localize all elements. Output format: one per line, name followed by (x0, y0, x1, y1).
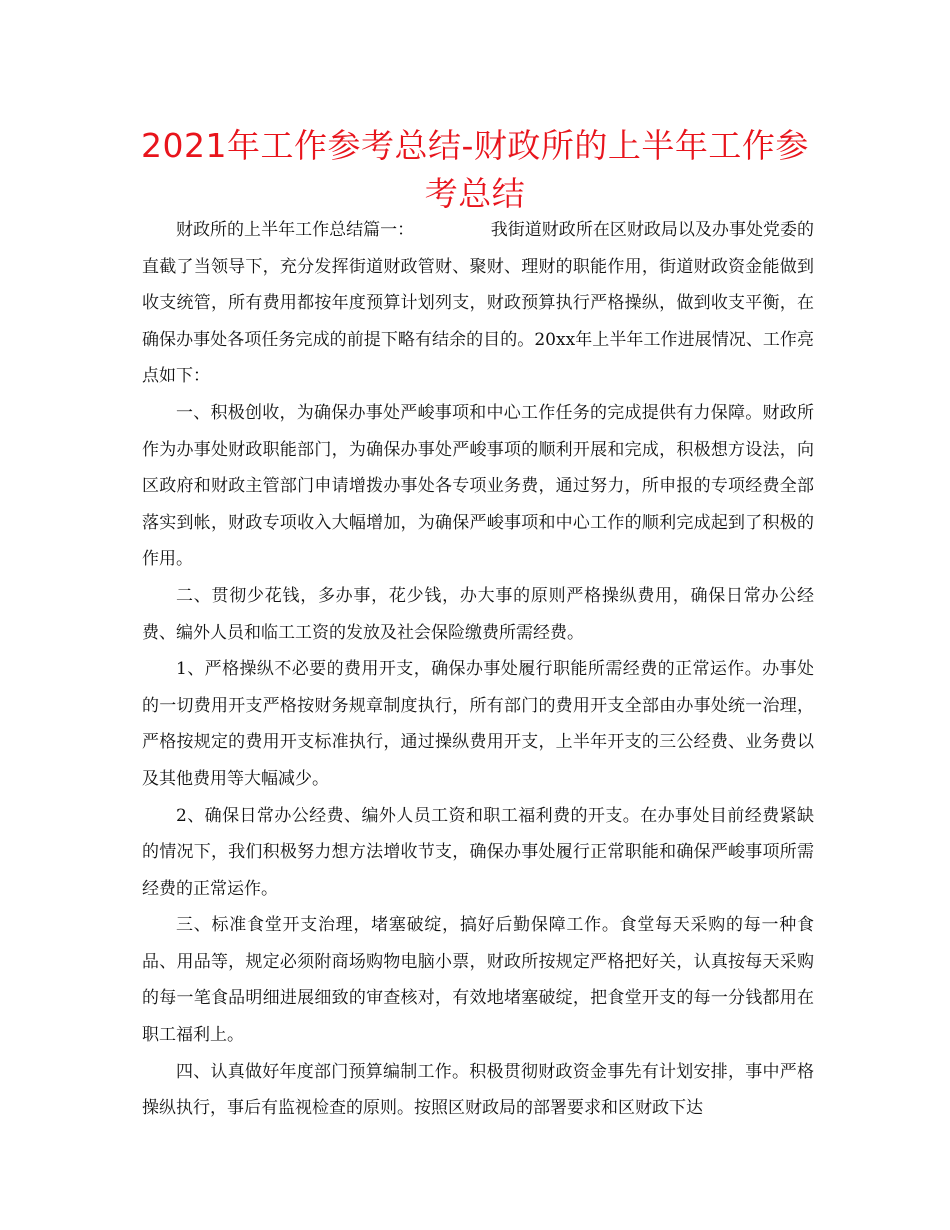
paragraph-item-1: 1、严格操纵不必要的费用开支，确保办事处履行职能所需经费的正常运作。办事处的一切费用开支严格按财务规章制度执行，所有部门的费用开支全部由办事处统一治理，严格按规定的费用开支标准执行，通过操纵费用开支，上半年开支的三公经费、业务费以及其他费用等大幅减少。 (142, 659, 814, 789)
paragraph-intro: 财政所的上半年工作总结篇一： 我街道财政所在区财政局以及办事处党委的直截了当领导下，充分发挥街道财政管财、聚财、理财的职能作用，街道财政资金能做到收支统管，所有费用都按年度预算计划列支，财政预算执行严格操纵，做到收支平衡，在确保办事处各项任务完成的前提下略有结余的目的。20xx年上半年工作进展情况、工作亮点如下： (142, 220, 814, 387)
paragraph-section-3: 三、标准食堂开支治理，堵塞破绽，搞好后勤保障工作。食堂每天采购的每一种食品、用品等，规定必须附商场购物电脑小票，财政所按规定严格把好关，认真按每天采购的每一笔食品明细进展细致的审查核对，有效地堵塞破绽，把食堂开支的每一分钱都用在职工福利上。 (142, 915, 814, 1046)
paragraph-item-2: 2、确保日常办公经费、编外人员工资和职工福利费的开支。在办事处目前经费紧缺的情况下，我们积极努力想方法增收节支，确保办事处履行正常职能和确保严峻事项所需经费的正常运作。 (142, 805, 814, 899)
document-body (142, 212, 814, 1127)
document-title: 2021年工作参考总结-财政所的上半年工作参考总结 (141, 126, 809, 213)
paragraph-section-1: 一、积极创收，为确保办事处严峻事项和中心工作任务的完成提供有力保障。财政所作为办事处财政职能部门，为确保办事处严峻事项的顺利开展和完成，积极想方设法，向区政府和财政主管部门申请增拨办事处各专项业务费，通过努力，所申报的专项经费全部落实到帐，财政专项收入大幅增加，为确保严峻事项和中心工作的顺利完成起到了积极的作用。 (142, 402, 814, 570)
paragraph-section-2: 二、贯彻少花钱，多办事，花少钱，办大事的原则严格操纵费用，确保日常办公经费、编外人员和临工工资的发放及社会保险缴费所需经费。 (142, 585, 814, 643)
paragraph-section-4: 四、认真做好年度部门预算编制工作。积极贯彻财政资金事先有计划安排，事中严格操纵执行，事后有监视检查的原则。按照区财政局的部署要求和区财政下达 (142, 1061, 814, 1119)
